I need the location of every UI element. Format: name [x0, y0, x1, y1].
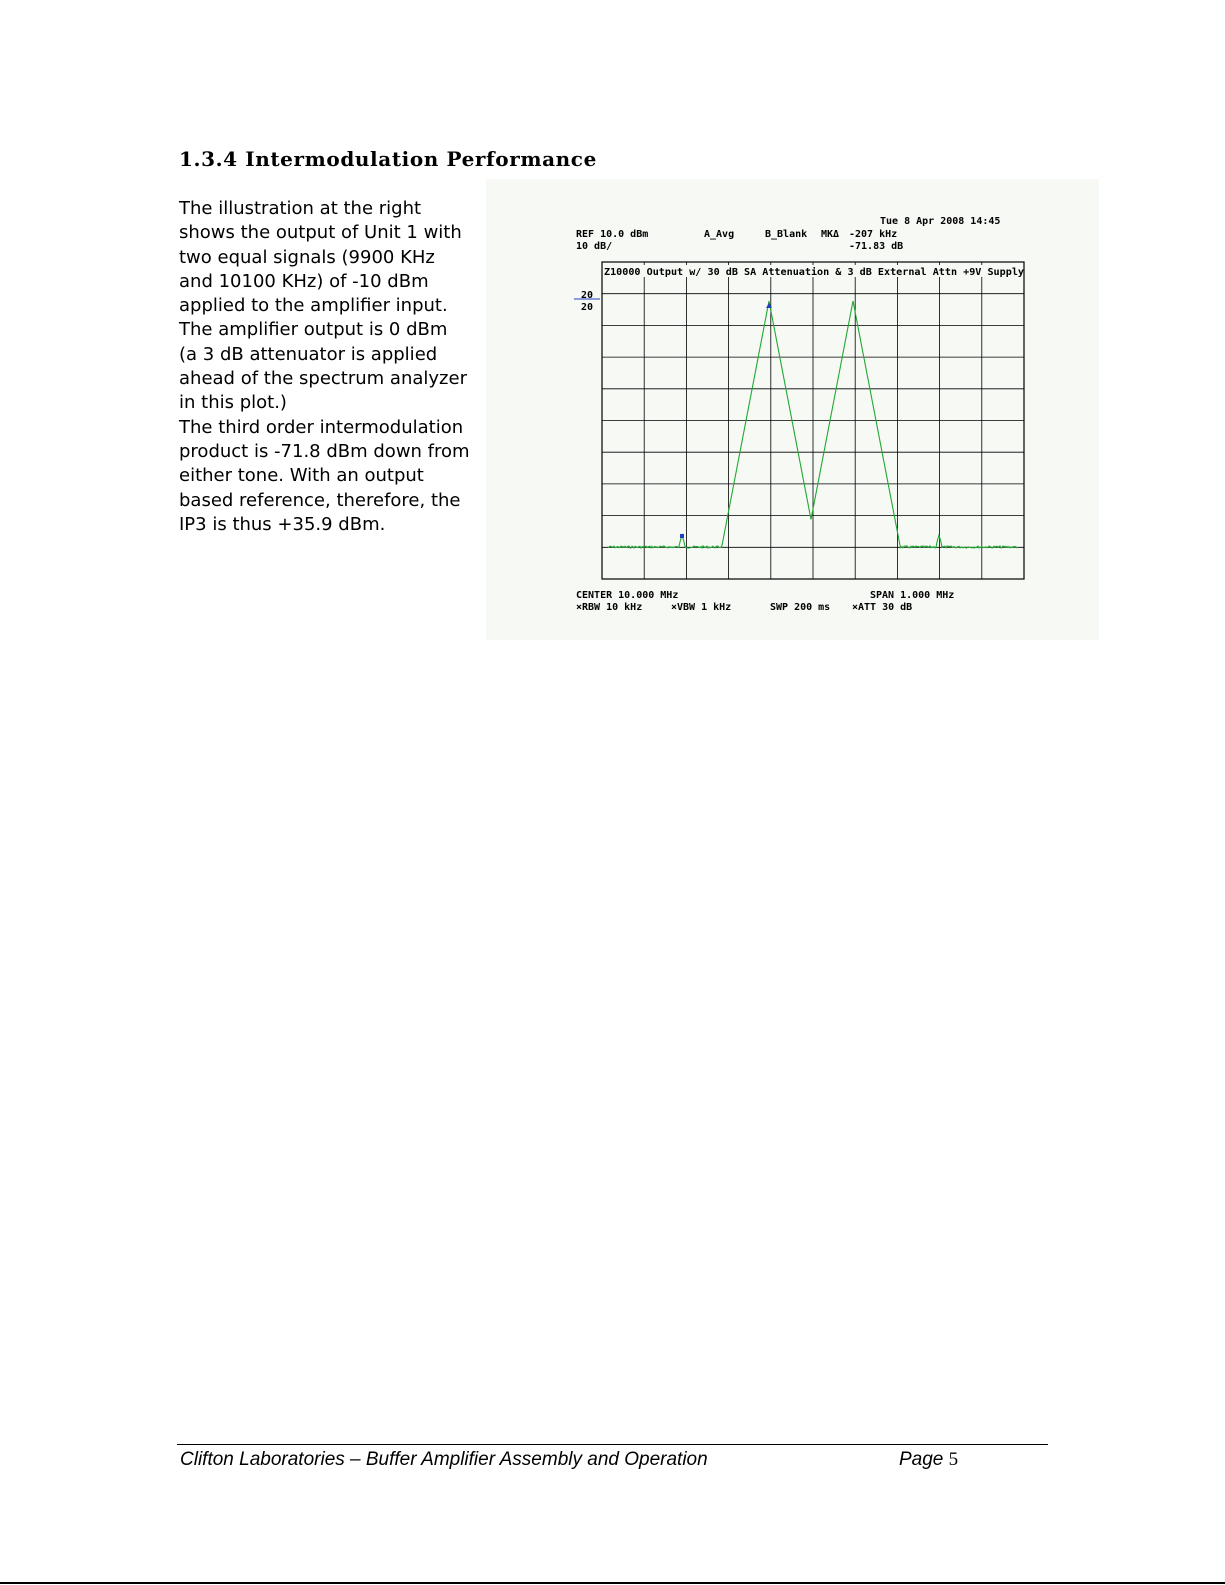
paragraph-description: The illustration at the right shows the output of Unit 1 with two equal signals (9900 KHz and 10100 KHz) of -10 dBm applied to the amplifier input. The amplifier output is 0 dBm (a 3 dB attenuator is applied ahead of the spectrum analyzer in this plot.) — [179, 198, 467, 414]
sa-trace-a: A_Avg — [704, 229, 735, 240]
sa-offset-label-1: 20 — [581, 290, 594, 301]
footer-page-number: 5 — [948, 1449, 959, 1470]
footer-rule — [177, 1444, 1048, 1445]
spectrum-plot — [486, 179, 1099, 640]
sa-date: Tue 8 Apr 2008 14:45 — [880, 216, 1001, 227]
sa-trace-b: B_Blank — [765, 229, 808, 240]
spectrum-analyzer-figure — [486, 179, 1099, 640]
sa-marker-square — [680, 534, 684, 538]
sa-rbw: ×RBW 10 kHz — [576, 602, 643, 613]
sa-ref-level: REF 10.0 dBm — [576, 229, 649, 240]
body-text — [179, 197, 471, 537]
sa-offset-label-2: 20 — [581, 302, 594, 313]
sa-vbw: ×VBW 1 kHz — [671, 602, 732, 613]
footer-page — [899, 1449, 958, 1471]
sa-marker-label: MKΔ — [821, 229, 840, 240]
sa-marker-freq: -207 kHz — [849, 229, 898, 240]
sa-sweep: SWP 200 ms — [770, 602, 831, 613]
footer-page-label: Page — [899, 1449, 944, 1470]
paragraph-ip3: The third order intermodulation product is -71.8 dBm down from either tone. With an output based reference, therefore, the IP3 is thus +35.9 dBm. — [179, 416, 470, 535]
section-heading: 1.3.4 Intermodulation Performance — [179, 147, 597, 171]
page-bottom-rule — [0, 1582, 1225, 1584]
sa-graticule-lines — [602, 262, 1024, 579]
sa-grid — [602, 262, 1024, 579]
sa-marker-level: -71.83 dB — [849, 241, 904, 252]
sa-span: SPAN 1.000 MHz — [870, 590, 955, 601]
sa-center: CENTER 10.000 MHz — [576, 590, 679, 601]
footer-title: Clifton Laboratories – Buffer Amplifier Assembly and Operation — [180, 1449, 708, 1470]
sa-scale: 10 dB/ — [576, 241, 613, 252]
sa-atten: ×ATT 30 dB — [852, 602, 913, 613]
sa-plot-title: Z10000 Output w/ 30 dB SA Attenuation & 3 dB External Attn +9V Supply — [604, 267, 1020, 278]
